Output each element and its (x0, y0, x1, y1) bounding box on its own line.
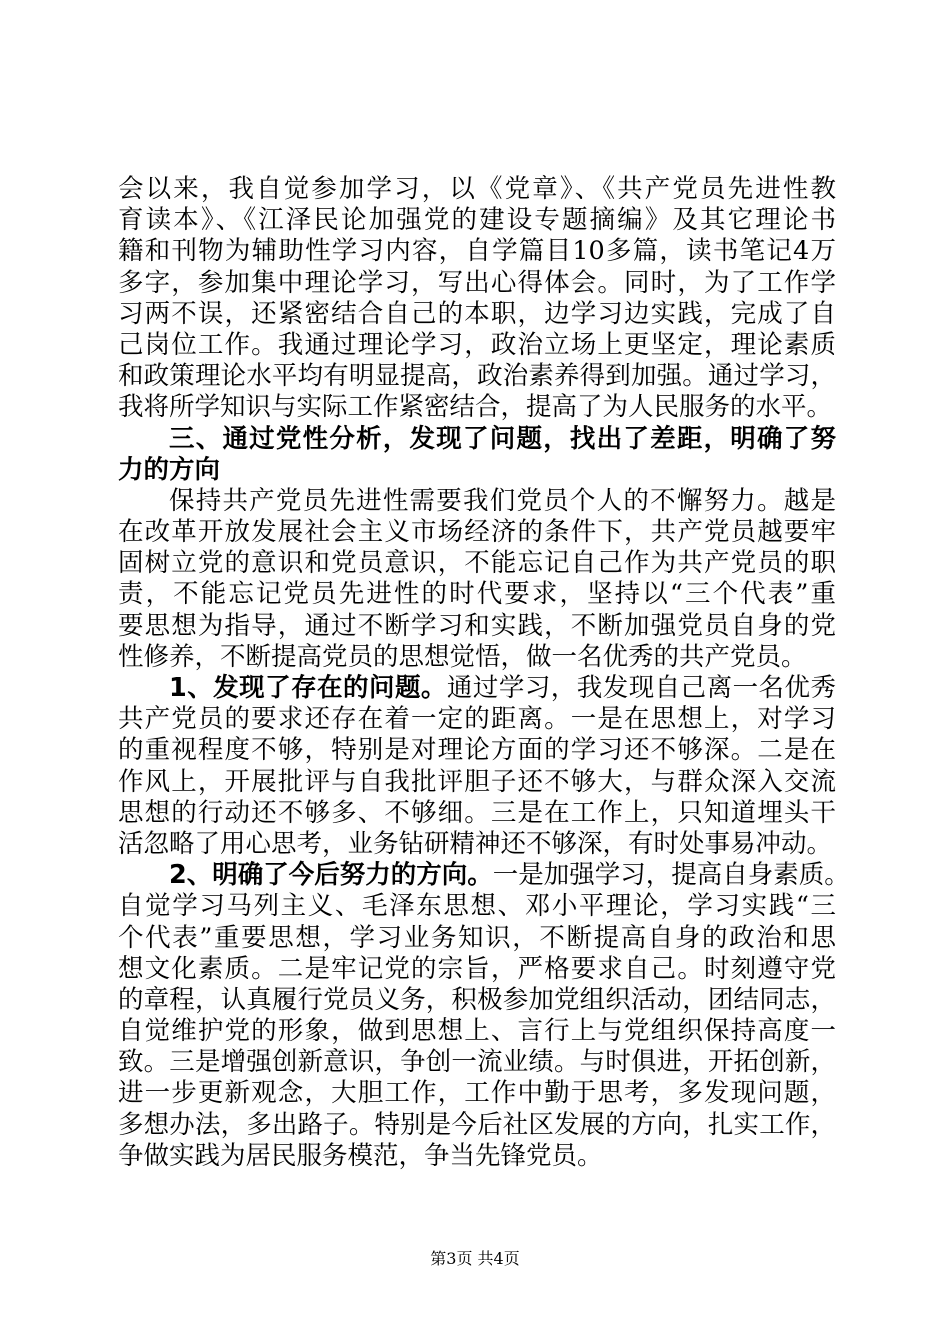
item-problems (118, 673, 836, 860)
item-text: 通过学习，我发现自己离一名优秀 (446, 673, 836, 703)
text-line: 育读本》、《江泽民论加强党的建设专题摘编》及其它理论书 (118, 205, 836, 236)
item-text: 一是加强学习，提高自身素质。 (492, 860, 850, 891)
text-line: 和政策理论水平均有明显提高，政治素养得到加强。通过学习， (118, 361, 836, 392)
text-line: 性修养，不断提高党员的思想觉悟，做一名优秀的共产党员。 (118, 641, 807, 672)
text-line (118, 673, 836, 704)
text-line: 致。三是增强创新意识，争创一流业绩。与时俱进，开拓创新， (118, 1047, 836, 1078)
text-line: 自觉维护党的形象，做到思想上、言行上与党组织保持高度一 (118, 1016, 836, 1047)
text-line: 在改革开放发展社会主义市场经济的条件下，共产党员越要牢 (118, 517, 836, 548)
text-line: 要思想为指导，通过不断学习和实践，不断加强党员自身的党 (118, 610, 836, 641)
page-number-footer: 第3页 共4页 (430, 1249, 520, 1268)
text-line: 思想的行动还不够多、不够细。三是在工作上，只知道埋头干 (118, 797, 836, 828)
text-line: 多字，参加集中理论学习，写出心得体会。同时，为了工作学 (118, 267, 836, 298)
text-line: 籍和刊物为辅助性学习内容，自学篇目10多篇，读书笔记4万 (118, 236, 836, 267)
paragraph-advancement (118, 486, 836, 673)
heading-line: 三、通过党性分析，发现了问题，找出了差距，明确了努 (169, 423, 836, 454)
page-body (118, 174, 850, 1172)
paragraph-study (118, 174, 836, 424)
text-line: 多想办法，多出路子。特别是今后社区发展的方向，扎实工作， (118, 1109, 836, 1140)
text-line: 的重视程度不够，特别是对理论方面的学习还不够深。二是在 (118, 735, 836, 766)
text-line (118, 860, 850, 891)
item-direction (118, 860, 850, 1172)
text-line: 固树立党的意识和党员意识，不能忘记自己作为共产党员的职 (118, 548, 836, 579)
text-line: 共产党员的要求还存在着一定的距离。一是在思想上，对学习 (118, 704, 836, 735)
section-heading (118, 424, 836, 486)
text-line: 己岗位工作。我通过理论学习，政治立场上更坚定，理论素质 (118, 329, 836, 360)
item-lead: 1、发现了存在的问题。 (169, 673, 447, 703)
text-line: 我将所学知识与实际工作紧密结合，提高了为人民服务的水平。 (118, 392, 833, 423)
text-line: 习两不误，还紧密结合自己的本职，边学习边实践，完成了自 (118, 298, 836, 329)
text-line: 想文化素质。二是牢记党的宗旨，严格要求自己。时刻遵守党 (118, 953, 836, 984)
text-line: 会以来，我自觉参加学习，以《党章》、《共产党员先进性教 (118, 174, 836, 204)
text-line: 的章程，认真履行党员义务，积极参加党组织活动，团结同志， (118, 984, 836, 1015)
text-line: 责，不能忘记党员先进性的时代要求，坚持以“三个代表”重 (118, 579, 836, 610)
text-line: 进一步更新观念，大胆工作，工作中勤于思考，多发现问题， (118, 1078, 836, 1109)
text-line: 争做实践为居民服务模范，争当先锋党员。 (118, 1140, 603, 1171)
item-lead: 2、明确了今后努力的方向。 (169, 860, 493, 891)
text-line: 自觉学习马列主义、毛泽东思想、邓小平理论，学习实践“三 (118, 891, 836, 922)
text-line: 作风上，开展批评与自我批评胆子还不够大，与群众深入交流 (118, 766, 836, 797)
text-line: 保持共产党员先进性需要我们党员个人的不懈努力。越是 (169, 485, 836, 516)
text-line: 个代表”重要思想，学习业务知识，不断提高自身的政治和思 (118, 922, 836, 953)
text-line: 活忽略了用心思考，业务钻研精神还不够深，有时处事易冲动。 (118, 828, 833, 859)
heading-line: 力的方向 (118, 454, 221, 485)
